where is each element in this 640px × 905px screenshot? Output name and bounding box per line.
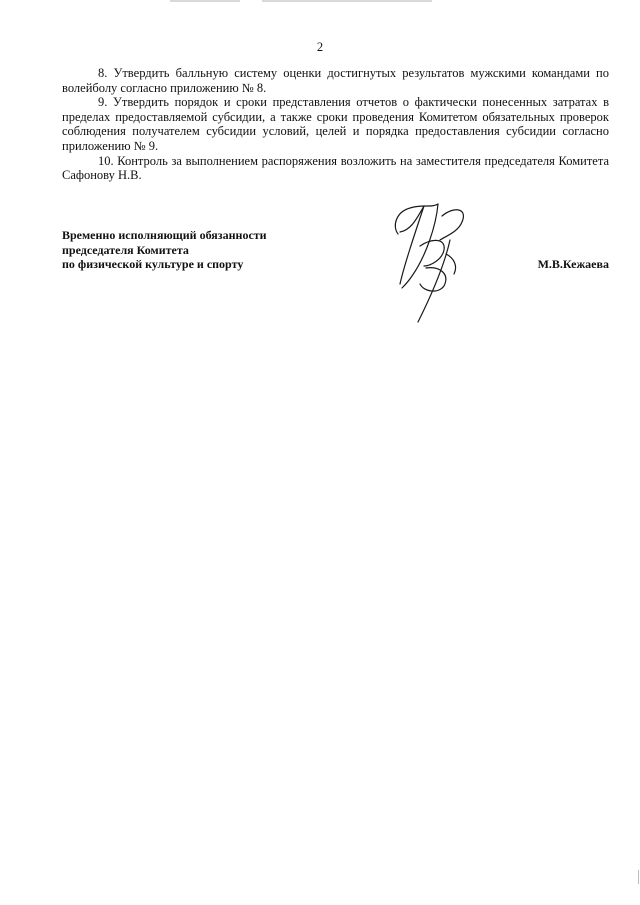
paragraph-item-10: 10. Контроль за выполнением распоряжения возложить на заместителя председателя Комитета Сафонову Н.В. <box>62 153 609 183</box>
signatory-position-line: председателя Комитета <box>62 242 189 257</box>
page-number: 2 <box>316 40 324 54</box>
paragraph-item-9: 9. Утвердить порядок и сроки представления отчетов о фактически понесенных затратах в пределах предоставляемой субсидии, а также сроки проведения Комитетом обязательных проверок соблюдения получателем субсидии условий, целей и порядка предоставления субсидии согласно приложению № 9. <box>62 95 609 153</box>
scan-top-edge-left <box>170 0 240 2</box>
scan-top-edge-right <box>262 0 432 2</box>
document-body <box>62 66 609 183</box>
signatory-position-line: Временно исполняющий обязанности <box>62 228 267 242</box>
handwritten-signature <box>384 196 476 330</box>
signatory-position <box>62 228 267 272</box>
signatory-name: М.В.Кежаева <box>537 257 609 271</box>
signatory-position-line: по физической культуре и спорту <box>62 257 244 271</box>
paragraph-item-8: 8. Утвердить балльную систему оценки достигнутых результатов мужскими командами по волейболу согласно приложению № 8. <box>62 66 609 95</box>
scan-edge-mark <box>638 870 639 884</box>
